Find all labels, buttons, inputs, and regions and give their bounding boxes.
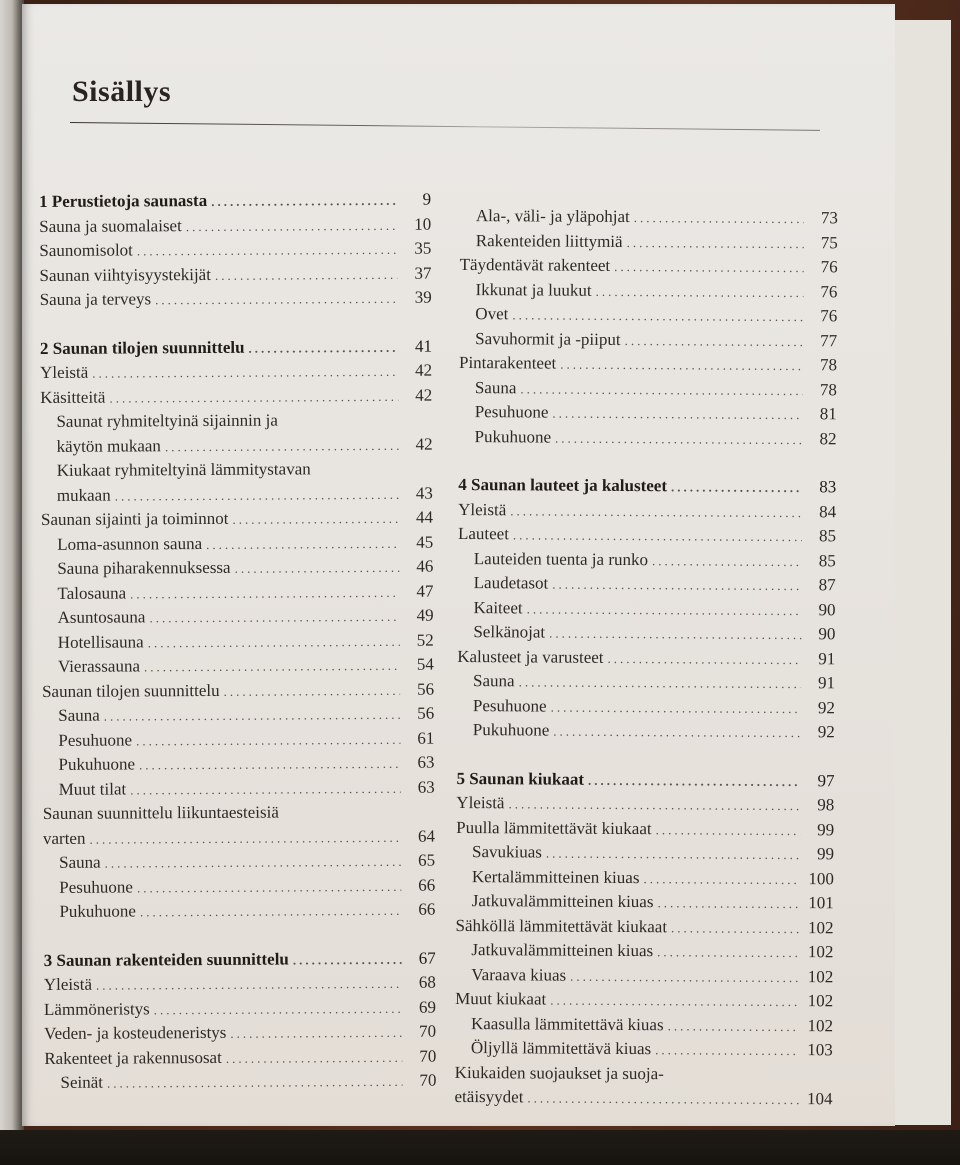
toc-entry (42, 604, 434, 631)
toc-entry-label: Rakenteet ja rakennusosat (44, 1047, 222, 1068)
toc-entry (41, 506, 433, 533)
dot-leader (293, 947, 402, 972)
toc-page-number: 102 (807, 991, 834, 1011)
toc-entry-label: Sauna ja terveys (39, 289, 152, 309)
toc-entry (455, 1060, 833, 1087)
toc-entry (42, 726, 434, 753)
toc-entry-label: Varaava kiuas (471, 964, 567, 985)
toc-entry (455, 987, 833, 1014)
dot-leader (527, 597, 802, 623)
book-page (22, 4, 895, 1126)
toc-entry (44, 1020, 436, 1047)
toc-entry-label: Vierassauna (57, 656, 141, 676)
toc-entry-label: Öljyllä lämmitettävä kiuas (470, 1038, 652, 1059)
section-gap (40, 310, 432, 336)
dot-leader (206, 531, 399, 557)
toc-entry (39, 237, 431, 264)
toc-entry (458, 546, 836, 573)
toc-page-number: 41 (414, 336, 433, 356)
dot-leader (148, 629, 400, 655)
toc-page-number: 49 (416, 605, 434, 625)
table-surface-shadow (0, 1130, 960, 1165)
toc-page-number: 42 (415, 434, 433, 454)
toc-entry-label: Yleistä (40, 362, 89, 382)
toc-entry (40, 359, 432, 386)
toc-entry (459, 375, 837, 402)
toc-page-number: 76 (820, 281, 838, 301)
toc-entry-label: Kertalämmitteinen kiuas (471, 866, 640, 887)
dot-leader (144, 654, 400, 680)
toc-page-number: 37 (414, 263, 432, 283)
toc-entry (459, 424, 837, 451)
dot-leader (668, 1014, 800, 1039)
toc-entry-label: Pesuhuone (58, 729, 133, 750)
toc-entry (455, 1011, 833, 1038)
toc-entry (44, 971, 436, 998)
toc-entry (460, 204, 838, 231)
toc-entry-label: Yleistä (456, 792, 505, 813)
dot-leader (657, 891, 799, 916)
toc-page-number: 39 (414, 287, 432, 307)
dot-leader (96, 972, 402, 998)
toc-entry (454, 1085, 832, 1112)
toc-entry-label: Pesuhuone (472, 695, 547, 716)
toc-entry-label: Sauna (473, 671, 515, 691)
toc-entry-label: Lauteet (457, 523, 510, 544)
toc-entry-label: Sauna (59, 852, 101, 872)
toc-page-number: 76 (820, 257, 838, 277)
dot-leader (655, 1038, 799, 1063)
toc-page-number: 97 (817, 770, 835, 790)
dot-leader (519, 670, 802, 696)
toc-entry-label: Yleistä (43, 974, 93, 994)
dot-leader (89, 825, 401, 851)
toc-entry (43, 898, 435, 925)
toc-entry-label: Sauna (58, 705, 100, 725)
toc-entry (41, 579, 433, 606)
dot-leader (627, 231, 804, 257)
toc-entry (43, 775, 435, 802)
toc-entry-label: Täydentävät rakenteet (459, 254, 611, 275)
toc-entry-label: varten (42, 828, 86, 848)
toc-page-number: 92 (817, 722, 835, 742)
toc-entry (44, 1069, 436, 1096)
toc-entry (459, 400, 837, 427)
toc-entry (456, 913, 834, 940)
dot-leader (149, 605, 399, 631)
dot-leader (550, 989, 799, 1015)
toc-entry (43, 800, 435, 827)
toc-entry (458, 522, 836, 549)
toc-entry-label: Saunat ryhmiteltyinä sijainnin ja (56, 410, 278, 431)
toc-entry-label: Jatkuvalämmitteinen kiuas (471, 891, 654, 912)
toc-entry-label: Pesuhuone (59, 876, 133, 897)
toc-entry (43, 873, 435, 900)
dot-leader (657, 940, 799, 965)
dot-leader (224, 678, 401, 704)
dot-leader (186, 213, 398, 239)
toc-entry (455, 938, 833, 965)
toc-entry (459, 351, 837, 378)
dot-leader (508, 792, 800, 818)
toc-entry (43, 849, 435, 876)
toc-entry-label: käytön mukaan (56, 435, 161, 456)
toc-chapter-entry (458, 473, 836, 500)
toc-entry-label: Pintarakenteet (458, 352, 557, 373)
dot-leader (92, 360, 398, 386)
toc-entry (459, 326, 837, 353)
toc-entry (457, 669, 835, 696)
toc-page-number: 56 (416, 679, 435, 699)
toc-page-number: 78 (819, 379, 837, 399)
dot-leader (513, 523, 802, 549)
title-divider (70, 122, 820, 131)
toc-page-number: 99 (817, 819, 835, 839)
toc-page-number: 104 (806, 1089, 833, 1109)
toc-entry (460, 228, 838, 255)
toc-page-number: 63 (417, 752, 435, 772)
toc-page-number: 10 (414, 214, 432, 234)
dot-leader (634, 206, 804, 232)
toc-entry-label: Jatkuvalämmitteinen kiuas (471, 940, 654, 961)
dot-leader (512, 303, 803, 329)
toc-entry-label: Savuhormit ja -piiput (475, 328, 621, 349)
toc-page-number: 9 (422, 189, 432, 209)
toc-page-number: 90 (818, 599, 836, 619)
dot-leader (226, 1045, 403, 1071)
dot-leader (115, 482, 399, 508)
toc-entry (42, 653, 434, 680)
dot-leader (671, 475, 802, 500)
toc-entry-label: Puulla lämmitettävät kiukaat (456, 817, 652, 838)
dot-leader (155, 287, 398, 313)
toc-entry-label: Sauna (474, 377, 517, 397)
dot-leader (248, 335, 398, 360)
dot-leader (570, 964, 799, 990)
dot-leader (549, 622, 801, 648)
toc-entry (41, 481, 433, 508)
toc-entry-label: etäisyydet (454, 1086, 524, 1107)
toc-page-number: 42 (415, 360, 433, 380)
toc-entry (459, 277, 837, 304)
toc-entry (40, 432, 432, 459)
toc-page-number: 90 (818, 624, 836, 644)
dot-leader (130, 776, 401, 802)
dot-leader (552, 573, 802, 599)
dot-leader (105, 850, 402, 876)
dot-leader (107, 1070, 403, 1096)
toc-page-number: 102 (808, 917, 834, 937)
toc-page-number: 84 (819, 501, 837, 521)
toc-entry-label: Ovet (475, 304, 509, 324)
toc-entry-label: Ikkunat ja luukut (475, 279, 592, 300)
toc-page-number: 43 (415, 483, 433, 503)
toc-entry-label: Saunan suunnittelu liikuntaesteisiä (42, 802, 279, 823)
dot-leader (607, 646, 801, 672)
toc-entry-label: Kalusteet ja varusteet (457, 646, 604, 667)
toc-entry-label: Sauna ja suomalaiset (39, 215, 182, 236)
toc-entry (459, 302, 837, 329)
toc-page-number: 102 (807, 1015, 834, 1035)
dot-leader (551, 695, 801, 721)
toc-entry (40, 286, 432, 313)
toc-page-number: 91 (818, 648, 836, 668)
dot-leader (104, 703, 401, 729)
toc-entry-label: Yleistä (458, 499, 507, 519)
toc-page-number: 73 (820, 208, 838, 228)
dot-leader (137, 238, 398, 264)
dot-leader (137, 874, 401, 900)
toc-entry (39, 261, 431, 288)
toc-entry-label: Pukuhuone (58, 754, 136, 774)
toc-entry (456, 791, 834, 818)
toc-entry-label: Muut kiukaat (455, 988, 547, 1009)
toc-page-number: 102 (807, 942, 834, 962)
toc-page-number: 45 (416, 532, 434, 552)
toc-entry-label: Lauteiden tuenta ja runko (473, 548, 649, 569)
toc-page-number: 42 (415, 385, 433, 405)
toc-entry (456, 815, 834, 842)
toc-entry-label: Kiukaiden suojaukset ja suoja- (454, 1062, 664, 1083)
dot-leader (671, 916, 800, 941)
dot-leader (643, 867, 800, 892)
toc-entry (456, 889, 834, 916)
toc-entry-label: Saunan sijainti ja toiminnot (40, 508, 229, 529)
toc-entry (458, 571, 836, 598)
toc-page-number: 78 (819, 355, 838, 375)
toc-page-number: 46 (416, 556, 434, 576)
page-title: Sisällys (72, 75, 172, 108)
toc-entry (457, 595, 835, 622)
toc-page-number: 98 (817, 795, 835, 815)
toc-page-number: 56 (417, 703, 435, 723)
toc-page-number: 66 (418, 875, 436, 895)
toc-page-number: 103 (807, 1040, 833, 1060)
toc-entry (460, 253, 838, 280)
toc-entry (456, 864, 834, 891)
toc-page-number: 102 (807, 966, 834, 986)
toc-entry (42, 702, 434, 729)
toc-page-number: 52 (416, 630, 434, 650)
toc-entry (41, 457, 433, 484)
toc-right-column (454, 204, 838, 1112)
toc-entry (457, 620, 835, 647)
toc-entry-label: Muut tilat (58, 778, 127, 799)
toc-entry-label: Seinät (60, 1072, 104, 1092)
dot-leader (235, 556, 400, 582)
dot-leader (625, 329, 804, 355)
toc-page-number: 54 (416, 654, 434, 674)
toc-entry-label: Kiukaat ryhmiteltyinä lämmitystavan (56, 459, 311, 480)
toc-entry-label: mukaan (56, 485, 111, 505)
dot-leader (165, 433, 399, 459)
toc-page-number: 83 (819, 477, 837, 497)
dot-leader (136, 727, 400, 753)
toc-page-number: 77 (820, 330, 838, 350)
toc-page-number: 87 (818, 575, 836, 595)
toc-entry (44, 1044, 436, 1071)
toc-entry-label: Sauna piharakennuksessa (57, 557, 231, 578)
dot-leader (546, 842, 800, 868)
toc-entry-label: Ala-, väli- ja yläpohjat (475, 206, 630, 227)
dot-leader (139, 752, 401, 778)
toc-page-number: 70 (419, 1046, 437, 1066)
toc-entry-label: 2 Saunan tilojen suunnittelu (39, 337, 245, 358)
toc-entry (44, 995, 436, 1022)
toc-entry (41, 555, 433, 582)
toc-page-number: 81 (819, 404, 837, 424)
toc-page-number: 66 (418, 899, 436, 919)
section-gap (458, 449, 836, 475)
previous-page-edge (0, 0, 24, 1140)
section-gap (43, 922, 435, 948)
dot-leader (614, 255, 804, 281)
toc-left-column (39, 188, 437, 1096)
toc-entry-label: Kaiteet (473, 597, 523, 617)
toc-entry-label: Savukiuas (471, 842, 542, 862)
dot-leader (652, 549, 802, 574)
toc-entry-label: Saunan tilojen suunnittelu (42, 680, 220, 701)
toc-entry (40, 383, 432, 410)
toc-page-number: 70 (419, 1021, 437, 1041)
toc-entry (42, 751, 434, 778)
toc-entry (455, 962, 833, 989)
toc-page-number: 61 (417, 728, 435, 748)
toc-entry (40, 408, 432, 435)
toc-entry-label: Hotellisauna (57, 631, 144, 652)
toc-entry (457, 644, 835, 671)
toc-page-number: 70 (419, 1070, 437, 1090)
dot-leader (109, 384, 398, 410)
toc-page-number: 44 (415, 507, 434, 527)
toc-entry-label: Talosauna (57, 582, 127, 603)
toc-page-number: 85 (818, 526, 837, 546)
toc-entry-label: Selkänojat (473, 622, 546, 642)
toc-page-number: 85 (818, 550, 836, 570)
toc-page-number: 101 (808, 893, 834, 913)
toc-entry (455, 1036, 833, 1063)
toc-entry-label: Pukuhuone (474, 426, 552, 447)
toc-page-number: 99 (816, 844, 835, 864)
toc-entry-label: 5 Saunan kiukaat (456, 768, 585, 789)
toc-entry (39, 212, 431, 239)
dot-leader (230, 1021, 402, 1047)
toc-entry-label: Pukuhuone (472, 720, 550, 740)
dot-leader (553, 720, 801, 746)
toc-entry (41, 530, 433, 557)
toc-entry (458, 497, 836, 524)
toc-page-number: 68 (418, 972, 436, 992)
dot-leader (140, 899, 402, 925)
toc-entry-label: Pesuhuone (474, 402, 549, 422)
dot-leader (596, 279, 804, 305)
toc-entry (42, 677, 434, 704)
toc-entry-label: 3 Saunan rakenteiden suunnittelu (43, 948, 289, 970)
toc-page-number: 35 (414, 238, 432, 258)
toc-entry-label: 4 Saunan lauteet ja kalusteet (458, 474, 668, 496)
toc-page-number: 69 (418, 997, 437, 1017)
toc-page-number: 92 (817, 697, 835, 717)
dot-leader (527, 1086, 798, 1112)
toc-chapter-entry (456, 766, 834, 793)
toc-entry (43, 824, 435, 851)
toc-page-number: 65 (418, 850, 436, 870)
toc-entry-label: Veden- ja kosteudeneristys (44, 1022, 227, 1043)
dot-leader (560, 353, 803, 379)
toc-page-number: 100 (808, 868, 834, 888)
toc-entry-label: 1 Perustietoja saunasta (39, 190, 208, 211)
toc-entry-label: Käsitteitä (40, 387, 106, 407)
toc-entry-label: Lämmöneristys (43, 998, 150, 1019)
dot-leader (520, 377, 803, 403)
toc-entry-label: Saunomisolot (39, 240, 133, 260)
toc-chapter-entry (39, 188, 431, 215)
toc-page-number: 75 (820, 232, 838, 252)
toc-chapter-entry (40, 334, 432, 361)
toc-entry-label: Pukuhuone (59, 901, 136, 921)
dot-leader (510, 499, 802, 525)
toc-entry-label: Rakenteiden liittymiä (475, 230, 623, 251)
toc-page-number: 67 (418, 948, 436, 968)
toc-entry-label: Loma-asunnon sauna (57, 533, 203, 554)
dot-leader (656, 818, 801, 843)
toc-chapter-entry (44, 946, 436, 973)
toc-page-number: 63 (417, 777, 435, 797)
toc-page-number: 64 (417, 826, 436, 846)
dot-leader (154, 996, 402, 1022)
toc-page-number: 82 (819, 428, 837, 448)
toc-entry-label: Asuntosauna (57, 607, 146, 627)
dot-leader (588, 768, 801, 794)
toc-entry-label: Sähköllä lämmitettävät kiukaat (455, 915, 668, 936)
toc-entry (456, 840, 834, 867)
toc-entry-label: Laudetasot (473, 573, 549, 593)
toc-entry-label: Saunan viihtyisyystekijät (39, 264, 211, 285)
toc-entry (42, 628, 434, 655)
toc-page-number: 47 (416, 581, 434, 601)
dot-leader (552, 402, 802, 428)
toc-entry (457, 693, 835, 720)
dot-leader (232, 507, 399, 533)
dot-leader (215, 262, 398, 288)
toc-entry (457, 718, 835, 745)
section-gap (457, 742, 835, 768)
dot-leader (130, 580, 399, 606)
dot-leader (211, 189, 397, 215)
toc-page-number: 76 (820, 306, 838, 326)
toc-entry-label: Kaasulla lämmitettävä kiuas (470, 1013, 664, 1034)
dot-leader (555, 426, 803, 452)
toc-page-number: 91 (818, 673, 836, 693)
